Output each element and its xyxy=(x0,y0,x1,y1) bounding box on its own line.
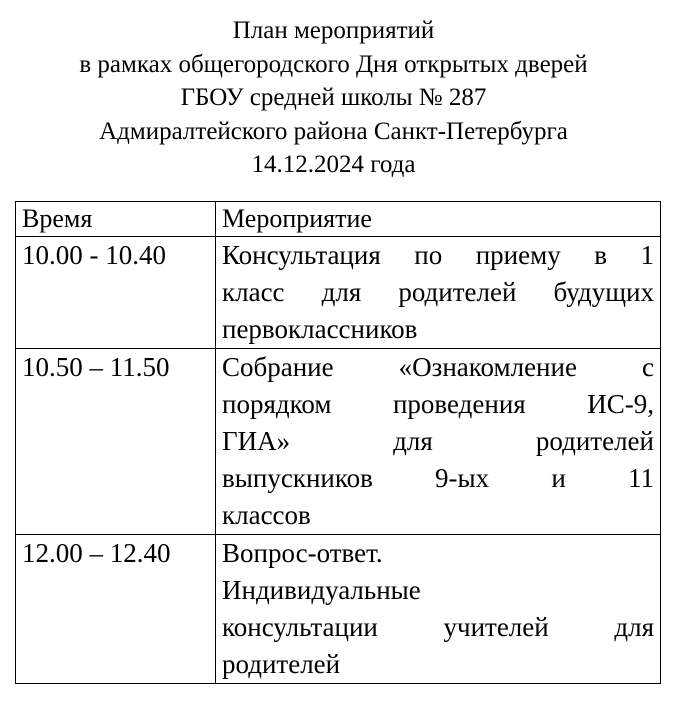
event-cell xyxy=(216,349,661,535)
title-line: План мероприятий xyxy=(232,17,435,44)
event-line: Консультация по приему в 1 xyxy=(222,240,654,270)
event-cell xyxy=(216,237,661,349)
event-line: первоклассников xyxy=(222,314,418,344)
event-line: Вопрос-ответ. xyxy=(222,538,383,568)
event-line: Собрание «Ознакомление с xyxy=(222,352,654,382)
table-row xyxy=(16,237,661,349)
time-cell: 12.00 – 12.40 xyxy=(16,535,216,684)
document-title xyxy=(0,14,667,182)
event-cell xyxy=(216,535,661,684)
time-cell: 10.50 – 11.50 xyxy=(16,349,216,535)
event-line: консультации учителей для xyxy=(222,612,654,642)
event-line: Индивидуальные xyxy=(222,575,421,605)
event-line: ГИА» для родителей xyxy=(222,426,654,456)
table-row xyxy=(16,535,661,684)
title-line: Адмиралтейского района Санкт-Петербурга xyxy=(99,117,568,145)
header-time: Время xyxy=(16,202,216,237)
event-line: классов xyxy=(222,500,311,530)
title-line: 14.12.2024 года xyxy=(251,151,416,178)
event-line: выпускников 9-ых и 11 xyxy=(222,463,654,493)
table-header-row xyxy=(16,202,661,237)
time-cell: 10.00 - 10.40 xyxy=(16,237,216,349)
table-row xyxy=(16,349,661,535)
title-line: в рамках общегородского Дня открытых дверей xyxy=(79,50,588,78)
schedule-table xyxy=(15,201,661,684)
title-line: ГБОУ средней школы № 287 xyxy=(180,84,487,111)
event-line: порядком проведения ИС-9, xyxy=(222,389,654,419)
header-event: Мероприятие xyxy=(216,202,661,237)
event-line: класс для родителей будущих xyxy=(222,277,654,307)
event-line: родителей xyxy=(222,649,341,679)
